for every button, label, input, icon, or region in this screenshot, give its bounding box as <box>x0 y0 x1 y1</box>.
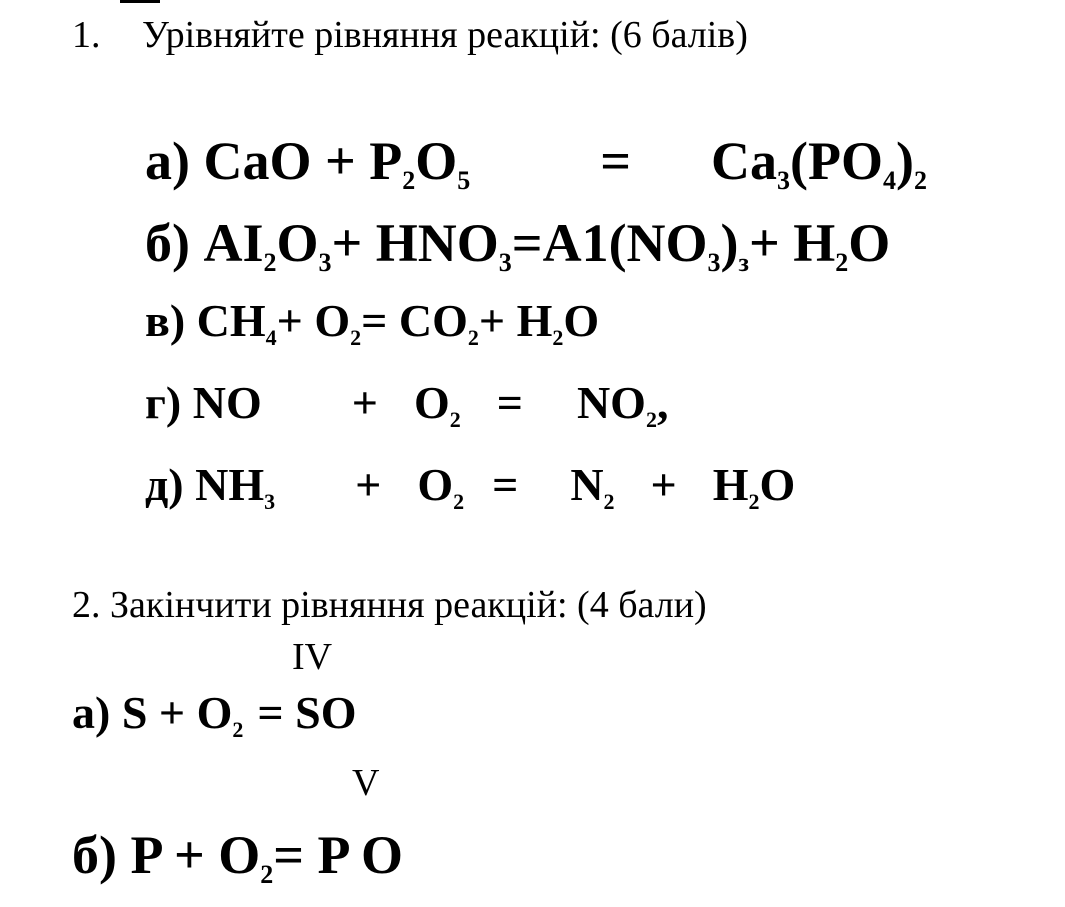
equation-text: (PO <box>790 131 884 191</box>
equation-text: CaO + P <box>203 131 403 191</box>
equation-text: + O <box>276 295 351 346</box>
task-2-heading: 2. Закінчити рівняння реакцій: (4 бали) <box>72 584 707 626</box>
equation-text: N <box>570 459 604 510</box>
equation-text: H <box>712 459 749 510</box>
subscript: 4 <box>265 325 277 350</box>
equation-text: =A1(NO <box>511 213 708 273</box>
subscript: 2 <box>263 248 277 277</box>
equation-text: NH <box>195 459 265 510</box>
plus-sign: + <box>351 377 378 428</box>
equation-text: CH <box>196 295 266 346</box>
task-1-heading <box>72 16 748 54</box>
equals-sign: = <box>496 377 523 428</box>
subscript: 2 <box>232 717 244 742</box>
equation-text: + H <box>478 295 553 346</box>
equation-label: д) <box>145 459 184 510</box>
plus-sign: + <box>650 459 677 510</box>
equation-text: = SO <box>257 687 357 738</box>
equation-label: б) <box>145 213 190 273</box>
equation-text: O <box>848 213 891 273</box>
subscript: 3 <box>318 248 332 277</box>
subscript: 2 <box>645 407 657 432</box>
equation-label: в) <box>145 295 186 346</box>
subscript: 2 <box>748 489 760 514</box>
equation-text: ) <box>896 131 915 191</box>
equation-text: Ca <box>711 131 778 191</box>
comma: , <box>656 377 669 428</box>
equation-label: а) <box>145 131 190 191</box>
equation-text: ) <box>720 213 739 273</box>
equation-b <box>145 213 891 277</box>
equation-c <box>145 295 600 350</box>
equation-label: г) <box>145 377 182 428</box>
subscript: 3 <box>264 489 276 514</box>
equation-text: S + O <box>121 687 233 738</box>
equation-text: + H <box>748 213 836 273</box>
cropped-text-fragment <box>120 0 160 3</box>
equation-text: O <box>563 295 600 346</box>
subscript: 2 <box>835 248 849 277</box>
equation-text: = CO <box>361 295 468 346</box>
equation-text: AI <box>203 213 264 273</box>
equation-text: O <box>276 213 319 273</box>
valence-label-iv: IV <box>292 636 333 678</box>
equation-text: = P O <box>273 825 404 885</box>
subscript: 2 <box>260 860 274 889</box>
subscript: 2 <box>350 325 362 350</box>
subscript: 2 <box>449 407 461 432</box>
equation-text: O <box>415 131 458 191</box>
valence-label-v: V <box>352 762 380 804</box>
equation-text: NO <box>576 377 646 428</box>
subscript: 2 <box>453 489 465 514</box>
equation-text: P + O <box>130 825 261 885</box>
equation-text: O <box>417 459 454 510</box>
equation-text: + HNO <box>331 213 499 273</box>
subscript: 2 <box>402 166 416 195</box>
subscript: 3 <box>498 248 512 277</box>
equation-label: б) <box>72 825 117 885</box>
task-1-title: Урівняйте рівняння реакцій: (6 балів) <box>142 14 748 56</box>
equation-label: а) <box>72 687 111 738</box>
subscript: 2 <box>552 325 564 350</box>
equals-sign: = <box>492 459 519 510</box>
task-2-equation-b <box>72 825 404 889</box>
equation-text: O <box>759 459 796 510</box>
subscript: 3 <box>707 248 721 277</box>
equation-text: NO <box>192 377 262 428</box>
subscript: 3 <box>777 166 791 195</box>
subscript: 2 <box>914 166 928 195</box>
equation-d <box>145 377 669 432</box>
task-1-number: 1. <box>72 14 101 56</box>
equation-e <box>145 459 796 514</box>
equals-sign: = <box>600 131 632 191</box>
equation-a <box>145 131 928 195</box>
equation-text: O <box>413 377 450 428</box>
task-2-equation-a <box>72 687 357 742</box>
subscript: 5 <box>457 166 471 195</box>
subscript: з <box>738 248 749 277</box>
subscript: 2 <box>603 489 615 514</box>
subscript: 2 <box>467 325 479 350</box>
plus-sign: + <box>355 459 382 510</box>
subscript: 4 <box>883 166 897 195</box>
